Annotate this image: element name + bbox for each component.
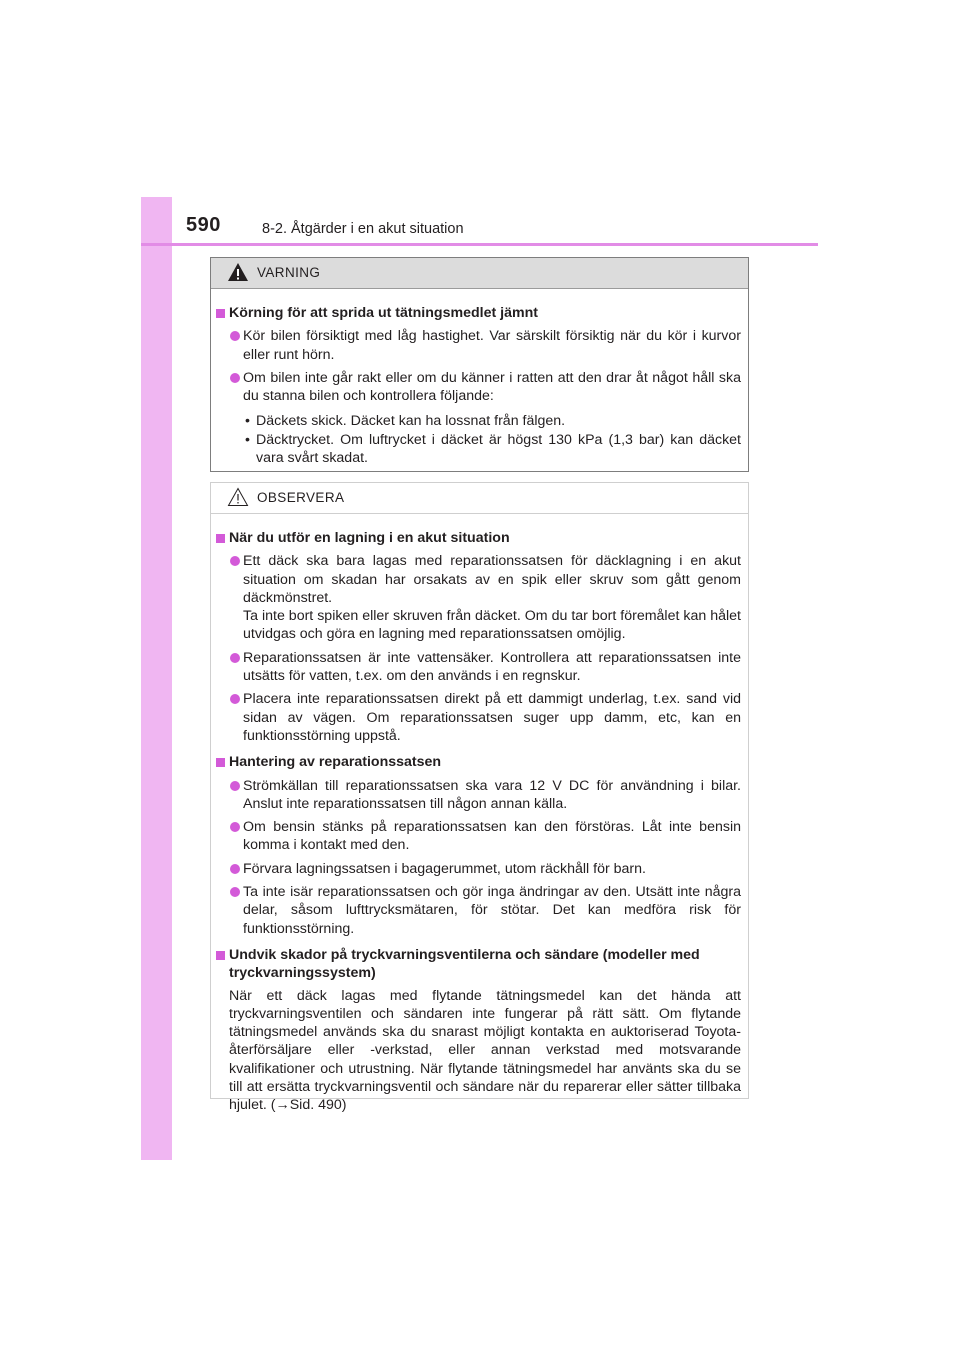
notice-paragraph: När ett däck lagas med flytande tätningsmedel kan det hända att tryckvarningsventilen och sändaren inte fungerar på rätt sätt. Om flytande tätningsmedel används ska du snarast möjligt kontakta en auktoriserad Toyota-återförsäljare eller -verkstad, eller annan verkstad med motsvarande kvalifikationer och utrustning. När flytande tätningsmedel har använts ska du se till att ersätta tryckvarningsventil och sändare när du reparerar eller sätter tillbaka hjulet. (→Sid. 490)	[229, 987, 741, 1114]
notice-bullet	[216, 649, 741, 686]
notice-bullet	[216, 777, 741, 814]
notice-bullet-text: Ta inte isär reparationssatsen och gör inga ändringar av den. Utsätt inte några delar, såsom lufttrycksmätaren, för stötar. Det kan medföra risk för funktionsstörning.	[243, 884, 741, 937]
notice-bullet-text: Reparationssatsen är inte vattensäker. Kontrollera att reparationssatsen inte utsätts för vatten, t.ex. om den används i en regnskur.	[243, 649, 741, 685]
notice-bullet	[216, 883, 741, 938]
warning-triangle-outline-icon	[227, 487, 249, 507]
warning-heading-text: Körning för att sprida ut tätningsmedlet jämnt	[229, 305, 538, 321]
notice-bullet-text: Om bensin stänks på reparationssatsen kan den förstöras. Låt inte bensin komma i kontakt med den.	[243, 819, 741, 854]
notice-label: OBSERVERA	[257, 490, 345, 505]
notice-heading-text: Undvik skador på tryckvarningsventilerna och sändare (modeller med tryckvarningssystem)	[229, 946, 700, 982]
notice-bullet-text: Ta inte bort spiken eller skruven från däcket. Om du tar bort föremålet kan hålet utvidgas och göra en lagning med reparationssatsen omöjlig.	[243, 608, 741, 643]
circle-bullet-icon	[230, 822, 240, 832]
warning-sub-list	[216, 412, 741, 467]
notice-box-body	[211, 514, 748, 1115]
square-marker-icon	[216, 309, 225, 318]
notice-bullet	[216, 552, 741, 643]
circle-bullet-icon	[230, 331, 240, 341]
header-divider	[141, 243, 818, 246]
notice-bullet-text: Strömkällan till reparationssatsen ska vara 12 V DC för användning i bilar. Anslut inte reparationssatsen till någon annan källa.	[243, 777, 741, 812]
notice-bullet	[216, 690, 741, 745]
dot-marker-icon: •	[245, 413, 250, 430]
warning-sub-item	[216, 412, 741, 430]
notice-bullet-text: Ett däck ska bara lagas med reparationssatsen för däcklagning i en akut situation om skadan har orsakats av en spik eller skruv som gått genom däckmönstret.	[243, 553, 741, 606]
warning-bullet	[216, 327, 741, 364]
notice-heading	[216, 753, 741, 771]
warning-sub-item-text: Däckets skick. Däcket kan ha lossnat från fälgen.	[256, 413, 566, 430]
square-marker-icon	[216, 951, 225, 960]
notice-bullet-text: Placera inte reparationssatsen direkt på ett dammigt underlag, t.ex. sand vid sidan av vägen. Om reparationssatsen suger upp damm, etc, kan en funktionsstörning uppstå.	[243, 691, 741, 744]
warning-label: VARNING	[257, 265, 321, 280]
warning-bullet-text: Kör bilen försiktigt med låg hastighet. Var särskilt försiktig när du kör i kurvor eller runt hörn.	[243, 328, 741, 363]
notice-heading-text: När du utför en lagning i en akut situation	[229, 530, 510, 546]
warning-box-body	[211, 289, 748, 467]
page-number: 590	[186, 214, 221, 236]
circle-bullet-icon	[230, 887, 240, 897]
section-title: 8-2. Åtgärder i en akut situation	[262, 221, 464, 237]
warning-heading	[216, 304, 741, 322]
notice-heading	[216, 529, 741, 547]
warning-triangle-filled-icon	[227, 262, 249, 282]
circle-bullet-icon	[230, 694, 240, 704]
notice-heading-text: Hantering av reparationssatsen	[229, 754, 442, 771]
warning-bullet	[216, 369, 741, 406]
dot-marker-icon: •	[245, 431, 250, 448]
circle-bullet-icon	[230, 556, 240, 566]
circle-bullet-icon	[230, 864, 240, 874]
warning-box-header	[211, 258, 748, 289]
chapter-tab-sidebar	[141, 197, 172, 1160]
circle-bullet-icon	[230, 781, 240, 791]
square-marker-icon	[216, 758, 225, 767]
notice-bullet	[216, 860, 741, 878]
notice-box-header	[211, 483, 748, 514]
notice-bullet-text: Förvara lagningssatsen i bagagerummet, utom räckhåll för barn.	[243, 860, 646, 877]
warning-sub-item-text: Däcktrycket. Om luftrycket i däcket är högst 130 kPa (1,3 bar) kan däcket vara svårt skadat.	[256, 431, 741, 467]
circle-bullet-icon	[230, 373, 240, 383]
warning-bullet-text: Om bilen inte går rakt eller om du känner i ratten att den drar åt något håll ska du stanna bilen och kontrollera följande:	[243, 369, 741, 405]
notice-heading	[216, 946, 741, 983]
warning-sub-item	[216, 431, 741, 468]
square-marker-icon	[216, 534, 225, 543]
notice-box	[210, 482, 749, 1114]
notice-bullet	[216, 818, 741, 855]
circle-bullet-icon	[230, 653, 240, 663]
warning-box	[210, 257, 749, 472]
